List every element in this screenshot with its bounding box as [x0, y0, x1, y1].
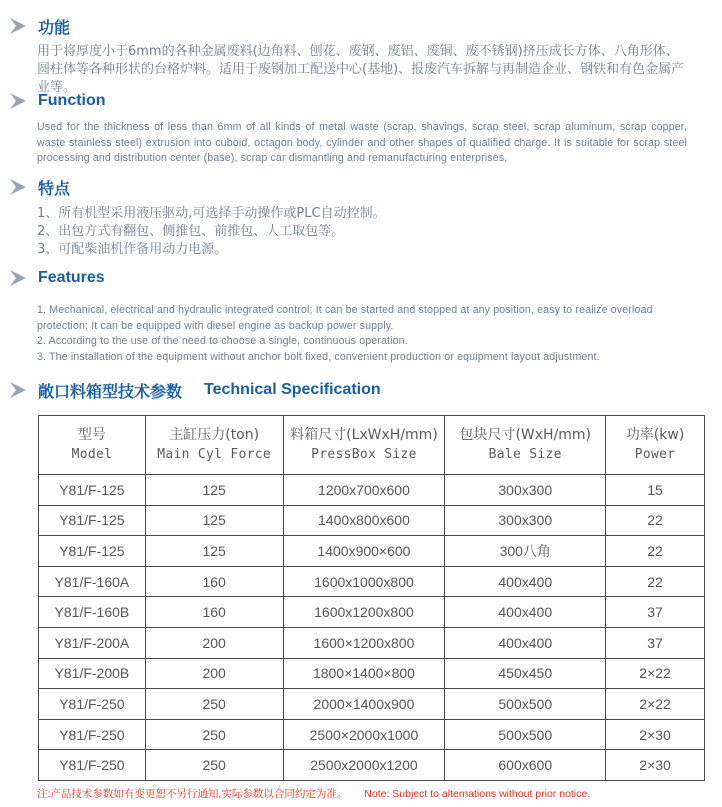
cell-pressbox: 2500×2000x1000	[283, 719, 445, 750]
cell-model: Y81/F-250	[39, 750, 146, 781]
cell-bale: 500x500	[445, 689, 606, 720]
cell-force: 250	[145, 689, 283, 720]
cell-bale: 450x450	[445, 658, 606, 689]
column-header-force	[145, 416, 283, 475]
chevron-right-icon	[8, 380, 32, 400]
cell-force: 250	[145, 750, 283, 781]
header-label-zh: 主缸压力(ton)	[169, 427, 260, 443]
cell-bale: 300x300	[445, 505, 606, 536]
cell-force: 160	[145, 566, 283, 597]
cell-model: Y81/F-160A	[39, 566, 146, 597]
list-item: 1. Mechanical, electrical and hydraulic integrated control; It can be started and stopped at any position, easy to realize overload protection; It can be equipped with diesel engine as backup power supply.	[37, 304, 653, 332]
spec-table	[38, 415, 705, 781]
table-row	[39, 536, 705, 567]
cell-pressbox: 2500x2000x1200	[283, 750, 445, 781]
table-header-row	[39, 416, 705, 475]
cell-model: Y81/F-125	[39, 505, 146, 536]
cell-force: 200	[145, 658, 283, 689]
section-heading-function-zh	[8, 14, 70, 38]
table-row	[39, 505, 705, 536]
column-header-power	[606, 416, 705, 475]
cell-power: 2×22	[606, 658, 705, 689]
cell-pressbox: 2000×1400x900	[283, 689, 445, 720]
header-label-en: PressBox Size	[311, 447, 417, 462]
table-row	[39, 627, 705, 658]
heading-spec-en: Technical Specification	[204, 381, 381, 398]
cell-power: 37	[606, 597, 705, 628]
column-header-model	[39, 416, 146, 475]
cell-power: 2×22	[606, 689, 705, 720]
header-label-en: Power	[634, 447, 676, 462]
cell-bale: 400x400	[445, 566, 606, 597]
cell-force: 125	[145, 536, 283, 567]
cell-pressbox: 1600x1000x800	[283, 566, 445, 597]
cell-bale: 600x600	[445, 750, 606, 781]
cell-power: 22	[606, 566, 705, 597]
section-heading-features-zh	[8, 175, 70, 199]
cell-bale: 500x500	[445, 719, 606, 750]
table-row	[39, 719, 705, 750]
chevron-right-icon	[8, 268, 32, 288]
heading-features-en: Features	[38, 269, 105, 286]
cell-pressbox: 1800×1400×800	[283, 658, 445, 689]
function-zh-text: 用于将厚度小于6mm的各种金属废料(边角料、刨花、废钢、废铝、废铜、废不锈钢)挤压成长方体、八角形体、圆柱体等各种形状的台格炉料。适用于废钢加工配送中心(基地)、报废汽车拆解与再制造企业、钢铁和有色金属产业等。	[37, 44, 685, 95]
header-label-en: Main Cyl Force	[157, 447, 272, 462]
cell-force: 125	[145, 475, 283, 506]
cell-power: 2×30	[606, 719, 705, 750]
header-label-en: Model	[71, 447, 113, 462]
header-label-zh: 包块尺寸(WxH/mm)	[459, 427, 592, 443]
section-heading-features-en	[8, 266, 105, 290]
features-zh-list	[37, 205, 687, 259]
column-header-pressbox	[283, 416, 445, 475]
chevron-right-icon	[8, 177, 32, 197]
cell-model: Y81/F-200A	[39, 627, 146, 658]
list-item: 3、可配柴油机作备用动力电源。	[37, 242, 228, 257]
heading-function-en: Function	[38, 92, 106, 109]
cell-pressbox: 1400x900×600	[283, 536, 445, 567]
cell-model: Y81/F-250	[39, 689, 146, 720]
section-heading-function-en	[8, 89, 106, 113]
table-row	[39, 750, 705, 781]
cell-force: 160	[145, 597, 283, 628]
table-row	[39, 689, 705, 720]
footnote-en: Note: Subject to alternations without prior notice.	[364, 788, 591, 800]
header-label-zh: 型号	[77, 427, 106, 443]
cell-model: Y81/F-125	[39, 536, 146, 567]
table-row	[39, 475, 705, 506]
cell-model: Y81/F-250	[39, 719, 146, 750]
cell-power: 22	[606, 505, 705, 536]
cell-bale: 400x400	[445, 597, 606, 628]
chevron-right-icon	[8, 16, 32, 36]
list-item: 2、出包方式有翻包、侧推包、前推包、人工取包等。	[37, 224, 345, 239]
cell-power: 2×30	[606, 750, 705, 781]
cell-pressbox: 1600x1200x800	[283, 597, 445, 628]
cell-force: 125	[145, 505, 283, 536]
cell-pressbox: 1400x800x600	[283, 505, 445, 536]
cell-force: 200	[145, 627, 283, 658]
list-item: 2. According to the use of the need to choose a single, continuous operation.	[37, 335, 408, 347]
cell-power: 22	[606, 536, 705, 567]
chevron-right-icon	[8, 91, 32, 111]
cell-power: 15	[606, 475, 705, 506]
heading-features-zh: 特点	[38, 180, 71, 198]
cell-bale: 300x300	[445, 475, 606, 506]
cell-force: 250	[145, 719, 283, 750]
cell-bale: 300八角	[445, 536, 606, 567]
table-row	[39, 566, 705, 597]
cell-power: 37	[606, 627, 705, 658]
cell-model: Y81/F-160B	[39, 597, 146, 628]
footnote	[37, 786, 590, 801]
cell-model: Y81/F-200B	[39, 658, 146, 689]
cell-pressbox: 1200x700x600	[283, 475, 445, 506]
list-item: 1、所有机型采用液压驱动,可选择手动操作或PLC自动控制。	[37, 206, 386, 221]
header-label-en: Bale Size	[488, 447, 562, 462]
heading-spec-zh: 敞口料箱型技术参数	[38, 383, 183, 401]
features-en-list	[37, 303, 667, 365]
heading-function-zh: 功能	[38, 19, 71, 37]
list-item: 3. The installation of the equipment without anchor bolt fixed, convenient production or equipment layout adjustment.	[37, 350, 600, 363]
function-en-text: Used for the thickness of less than 6mm of all kinds of metal waste (scrap, shavings, scrap steel, scrap aluminum, scrap copper, waste stainless steel) extrusion into cuboid, octagon body, cylinder and other shapes of qualified charge. It is suitable for scrap steel processing and distribution center (base), scrap car dismantling and remanufacturing enterprises,	[37, 121, 687, 164]
table-row	[39, 658, 705, 689]
header-label-zh: 料箱尺寸(LxWxH/mm)	[290, 427, 438, 443]
footnote-zh: 注:产品技术参数如有变更恕不另行通知,实际参数以合同约定为准。	[37, 788, 348, 800]
section-heading-spec	[8, 378, 381, 402]
cell-bale: 400x400	[445, 627, 606, 658]
cell-model: Y81/F-125	[39, 475, 146, 506]
header-label-zh: 功率(kw)	[625, 427, 685, 443]
cell-pressbox: 1600×1200x800	[283, 627, 445, 658]
table-row	[39, 597, 705, 628]
column-header-bale	[445, 416, 606, 475]
